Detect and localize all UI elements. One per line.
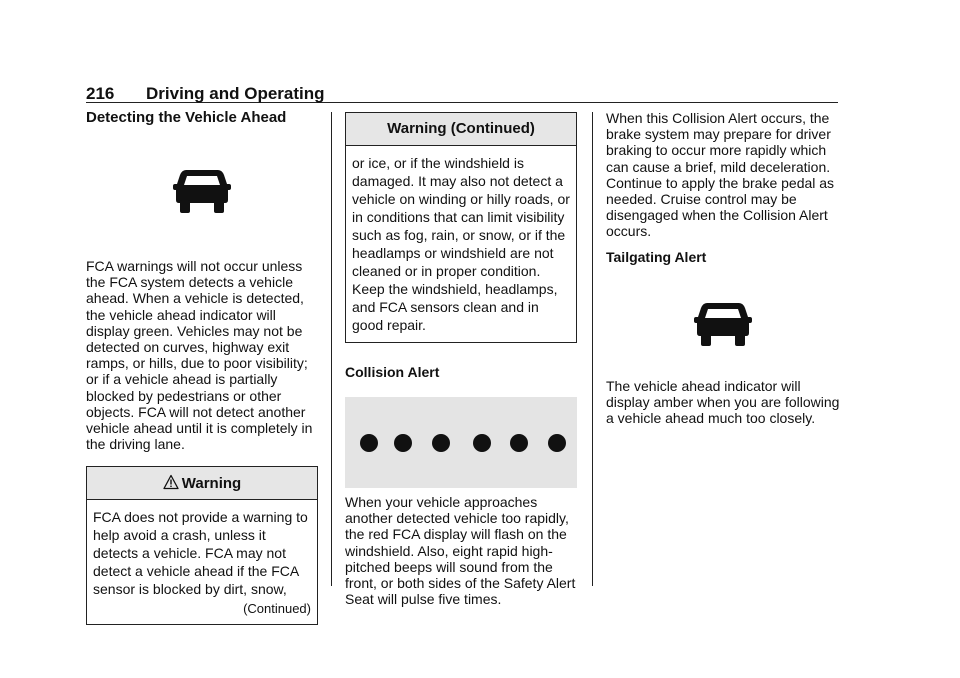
warning-continued-header: Warning (Continued) [346,113,576,146]
heading-collision-alert: Collision Alert [345,364,440,380]
column-2 [345,112,577,607]
warning-box [86,466,318,625]
collision-alert-dots-icon [345,397,577,488]
vehicle-ahead-icon [86,128,318,258]
column-divider-2 [592,112,593,586]
warning-text: FCA does not provide a warning to help avoid a crash, unless it detects a vehicle. FCA may not detect a vehicle ahead if the FCA sensor is blocked by dirt, snow, [93,509,308,598]
page-header [86,82,838,103]
collision-alert-paragraph: When your vehicle approaches another detected vehicle too rapidly, the red FCA display will flash on the windshield. Also, eight rapid high-pitched beeps will sound from the front, or both sides of the Safety Alert Seat will pulse five times. [345,494,576,608]
warning-header [87,467,317,500]
warning-body [87,500,317,624]
vehicle-ahead-icon [606,266,840,378]
section-title: Driving and Operating [146,84,325,103]
detecting-paragraph: FCA warnings will not occur unless the FCA system detects a vehicle ahead. When a vehicle is detected, the vehicle ahead indicator will display green. Vehicles may not be detected on curves, highway exit ramps, or hills, due to poor visibility; or if a vehicle ahead is partially blocked by pedestrians or other objects. FCA will not detect another vehicle ahead until it is completely in the driving lane. [86,258,313,453]
warning-continued-body: or ice, or if the windshield is damaged. It may also not detect a vehicle on winding or hilly roads, or in conditions that can limit visibility such as fog, rain, or snow, or if the headlamps or windshield are not cleaned or in proper condition. Keep the windshield, headlamps, and FCA sensors clean and in good repair. [352,155,570,333]
collision-followup-paragraph: When this Collision Alert occurs, the brake system may prepare for driver braking to occur more rapidly which can cause a brief, mild deceleration. Continue to apply the brake pedal as needed. Cruise control may be disengaged when the Collision Alert occurs. [606,110,835,240]
heading-tailgating-alert: Tailgating Alert [606,248,707,265]
warning-title: Warning [181,475,242,493]
page-number: 216 [86,84,115,103]
column-divider-1 [331,112,332,586]
warning-triangle-icon [163,469,179,503]
tailgating-paragraph: The vehicle ahead indicator will display amber when you are following a vehicle ahead much too closely. [606,377,840,427]
heading-detecting-vehicle-ahead: Detecting the Vehicle Ahead [86,109,287,126]
continued-label: (Continued) [243,601,311,617]
column-1 [86,108,318,625]
column-3 [606,110,840,426]
warning-continued-box [345,112,577,343]
